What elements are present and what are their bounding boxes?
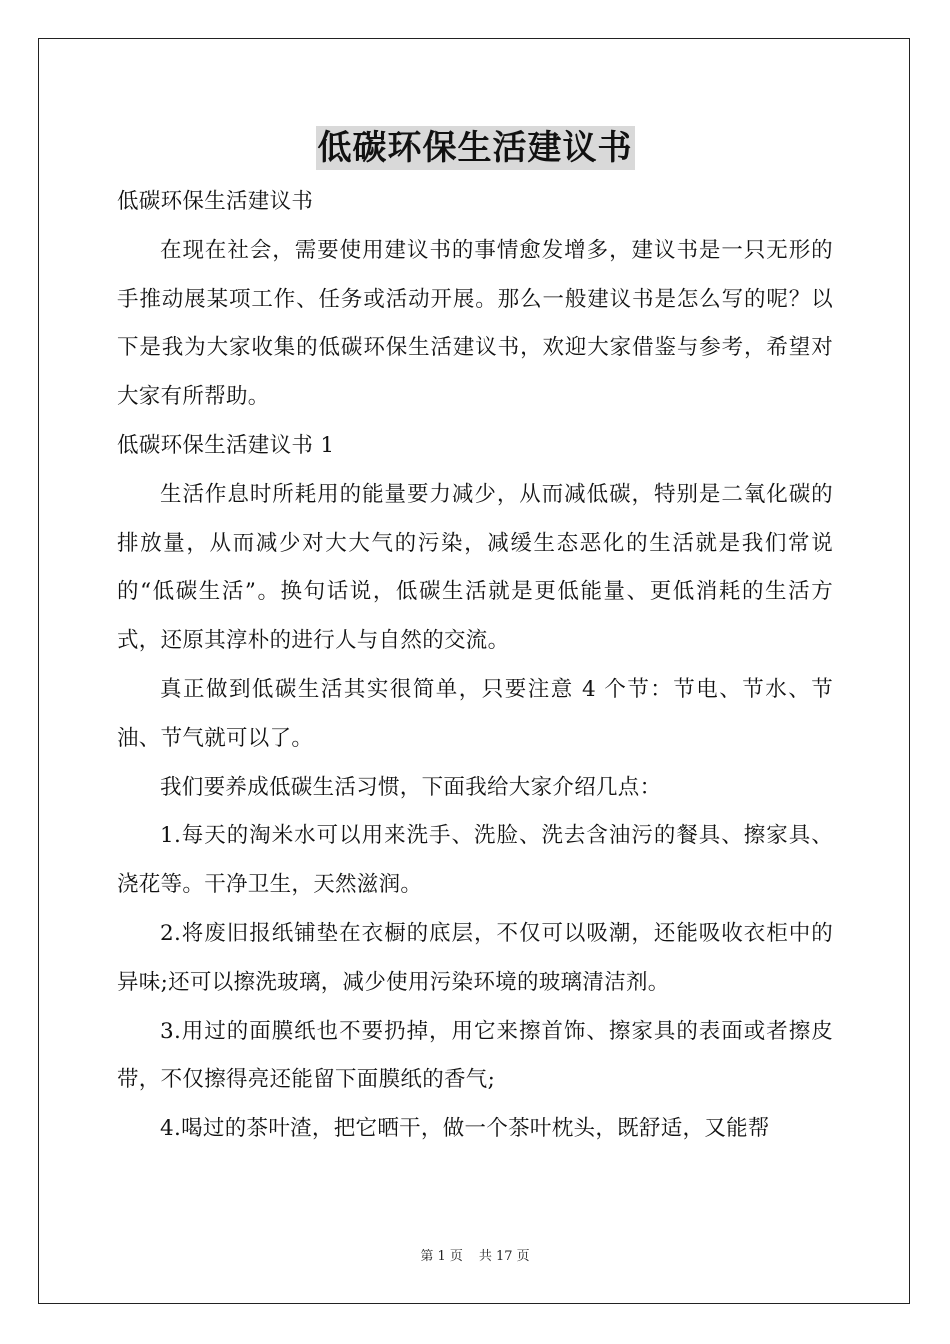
- paragraph-tips-intro: 我们要养成低碳生活习惯，下面我给大家介绍几点：: [160, 774, 662, 800]
- title-container: [0, 126, 950, 170]
- list-item-tip-2: 2.将废旧报纸铺垫在衣橱的底层，不仅可以吸潮，还能吸收衣柜中的异味;还可以擦洗玻璃，减少使用污染环境的玻璃清洁剂。: [117, 920, 833, 995]
- page-footer: [0, 1249, 950, 1265]
- paragraph-four-savings: 真正做到低碳生活其实很简单，只要注意 4 个节：节电、节水、节油、节气就可以了。: [117, 676, 833, 751]
- list-item-tip-1: 1.每天的淘米水可以用来洗手、洗脸、洗去含油污的餐具、擦家具、浇花等。干净卫生，天然滋润。: [117, 823, 833, 898]
- document-title: 低碳环保生活建议书: [317, 128, 633, 168]
- page-number: 第 1 页: [420, 1249, 463, 1264]
- page-total: 共 17 页: [478, 1249, 530, 1264]
- paragraph-definition: 生活作息时所耗用的能量要力减少，从而减低碳，特别是二氧化碳的排放量，从而减少对大大气的污染，减缓生态恶化的生活就是我们常说的“低碳生活”。换句话说，低碳生活就是更低能量、更低消耗的生活方式，还原其淳朴的进行人与自然的交流。: [117, 481, 833, 654]
- paragraph-subtitle: 低碳环保生活建议书: [117, 189, 314, 214]
- list-item-tip-4: 4.喝过的茶叶渣，把它晒干，做一个茶叶枕头，既舒适，又能帮: [160, 1116, 770, 1142]
- paragraph-intro: 在现在社会，需要使用建议书的事情愈发增多，建议书是一只无形的手推动展某项工作、任务或活动开展。那么一般建议书是怎么写的呢？以下是我为大家收集的低碳环保生活建议书，欢迎大家借鉴与参考，希望对大家有所帮助。: [117, 237, 833, 410]
- list-item-tip-3: 3.用过的面膜纸也不要扔掉，用它来擦首饰、擦家具的表面或者擦皮带，不仅擦得亮还能留下面膜纸的香气;: [117, 1018, 833, 1093]
- section-heading-1: 低碳环保生活建议书 1: [117, 432, 335, 458]
- document-body: [117, 178, 833, 1154]
